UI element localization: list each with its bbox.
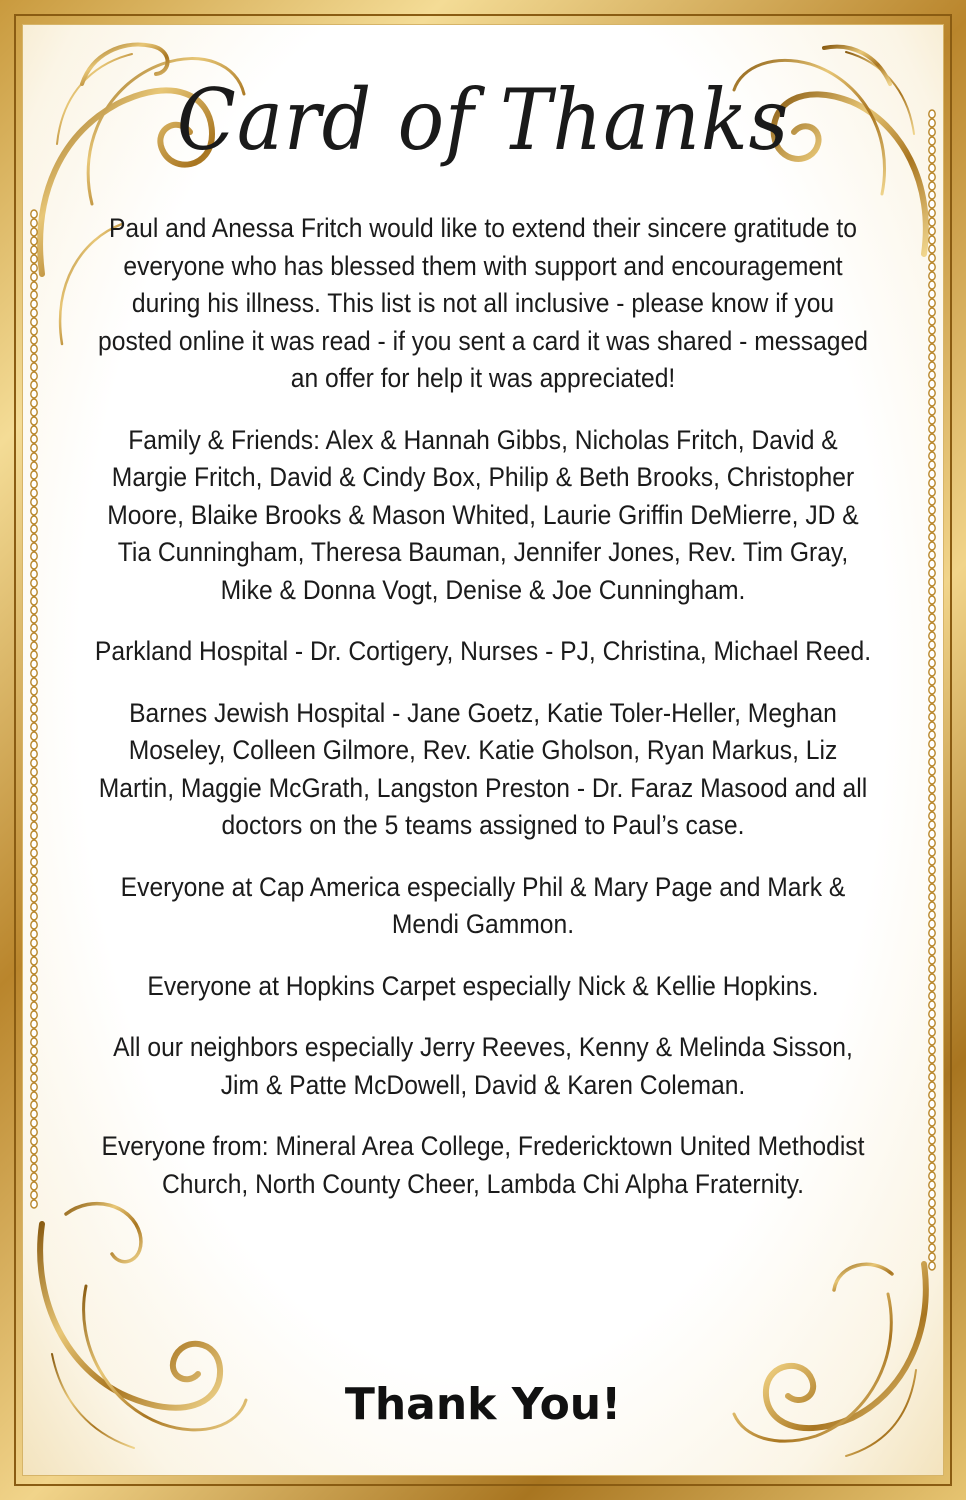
neighbors-paragraph: All our neighbors especially Jerry Reeves, Kenny & Melinda Sisson, Jim & Patte McDowell, David & Karen Coleman. (113, 1032, 853, 1100)
card-panel (22, 24, 944, 1476)
card-title: Card of Thanks (176, 71, 790, 169)
barnes-jewish-hospital-paragraph: Barnes Jewish Hospital - Jane Goetz, Katie Toler-Heller, Meghan Moseley, Colleen Gilmore, Rev. Katie Gholson, Ryan Markus, Liz Martin, Maggie McGrath, Langston Preston - Dr. Faraz Masood and all doctors on the 5 teams assigned to Paul’s case. (98, 697, 868, 840)
intro-paragraph: Paul and Anessa Fritch would like to extend their sincere gratitude to everyone who has blessed them with support and encouragement during his illness. This list is not all inclusive - please know if you posted online it was read - if you sent a card it was shared - messaged an offer for help it was appreciated! (98, 213, 868, 393)
cap-america-paragraph: Everyone at Cap America especially Phil & Mary Page and Mark & Mendi Gammon. (120, 871, 846, 939)
parkland-hospital-paragraph: Parkland Hospital - Dr. Cortigery, Nurses - PJ, Christina, Michael Reed. (94, 636, 872, 666)
thank-you-closing: Thank You! (344, 1379, 622, 1430)
organizations-paragraph: Everyone from: Mineral Area College, Fredericktown United Methodist Church, North County Cheer, Lambda Chi Alpha Fraternity. (101, 1131, 865, 1199)
family-friends-paragraph: Family & Friends: Alex & Hannah Gibbs, Nicholas Fritch, David & Margie Fritch, David & Cindy Box, Philip & Beth Brooks, Christopher Moore, Blaike Brooks & Mason Whited, Laurie Griffin DeMierre, JD & Tia Cunningham, Theresa Bauman, Jennifer Jones, Rev. Tim Gray, Mike & Donna Vogt, Denise & Joe Cunningham. (107, 424, 859, 605)
hopkins-carpet-paragraph: Everyone at Hopkins Carpet especially Nick & Kellie Hopkins. (147, 970, 819, 1001)
card-body (62, 210, 904, 1227)
card-content (22, 24, 944, 1476)
